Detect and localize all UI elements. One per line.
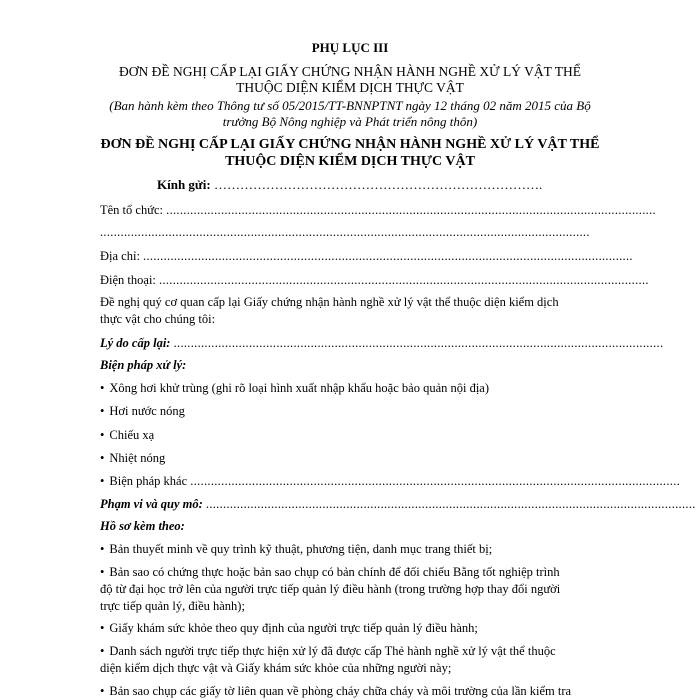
attachment-item-3-text: • Giấy khám sức khỏe theo quy định của người trực tiếp quản lý điều hành; — [100, 620, 625, 637]
title-line-2: THUỘC DIỆN KIỂM DỊCH THỰC VẬT — [236, 80, 464, 95]
attachment-item-4 — [100, 643, 625, 677]
attachment-item-1-text: • Bản thuyết minh về quy trình kỹ thuật, phương tiện, danh mục trang thiết bị; — [100, 541, 625, 558]
form-title-line-1: ĐƠN ĐỀ NGHỊ CẤP LẠI GIẤY CHỨNG NHẬN HÀNH NGHỀ XỬ LÝ VẬT THỂ — [100, 137, 600, 152]
document-title — [100, 64, 600, 96]
attachment-item-2-line-2: độ từ đại học trở lên của người trực tiếp quản lý điều hành (trong trường hợp thay đổi người — [100, 582, 561, 596]
organization-name-line — [100, 202, 656, 218]
attachments-heading-label: Hồ sơ kèm theo: — [100, 519, 185, 533]
appendix-heading: PHỤ LỤC III — [311, 40, 389, 55]
phone-line — [100, 272, 649, 288]
treatment-other-dots: ............................................................................................................................................... — [190, 474, 681, 488]
attachment-item-1 — [100, 541, 625, 558]
form-title-line-2: THUỘC DIỆN KIỂM DỊCH THỰC VẬT — [225, 154, 475, 169]
address-line — [100, 248, 633, 264]
recipient-label: Kính gửi: — [157, 177, 211, 192]
attachments-heading — [100, 518, 580, 534]
treatment-item-other — [100, 473, 681, 489]
organization-name-continuation — [100, 224, 590, 240]
organization-name-label: Tên tổ chức: — [100, 203, 164, 217]
reason-label: Lý do cấp lại: — [100, 336, 171, 350]
attachment-item-5 — [100, 683, 625, 700]
attachment-item-2-line-1: • Bản sao có chứng thực hoặc bản sao chụp có bản chính để đối chiếu Bằng tốt nghiệp trình — [100, 564, 625, 581]
request-line-1: Đề nghị quý cơ quan cấp lại Giấy chứng nhận hành nghề xử lý vật thể thuộc diện kiểm dịch — [100, 295, 559, 309]
note-line-1: (Ban hành kèm theo Thông tư số 05/2015/TT-BNNPTNT ngày 12 tháng 02 năm 2015 của Bộ — [109, 98, 591, 113]
attachment-item-2 — [100, 564, 625, 615]
organization-name-dots: ............................................................................................................................................... — [166, 203, 656, 217]
continuation-dots: ............................................................................................................................................... — [100, 225, 590, 239]
request-line-2: thực vật cho chúng tôi: — [100, 312, 216, 326]
form-title — [100, 136, 600, 170]
treatment-other-label: • Biện pháp khác — [100, 474, 187, 488]
scope-dots: ............................................................................................................................................... — [205, 497, 696, 511]
request-paragraph — [100, 294, 625, 328]
note-line-2: trưởng Bộ Nông nghiệp và Phát triển nông thôn) — [222, 114, 478, 129]
scope-line — [100, 496, 696, 512]
attachment-item-4-line-2: diện kiểm dịch thực vật và Giấy khám sức khỏe của những người này; — [100, 661, 452, 675]
phone-label: Điện thoại: — [100, 273, 156, 287]
recipient-line — [157, 177, 587, 193]
reason-line — [100, 335, 664, 351]
treatment-item-fumigation: • Xông hơi khử trùng (ghi rõ loại hình xuất nhập khẩu hoặc bảo quản nội địa) — [100, 380, 580, 396]
treatment-heading — [100, 357, 580, 373]
reason-dots: ............................................................................................................................................... — [173, 336, 664, 350]
attachment-item-2-line-3: trực tiếp quản lý, điều hành); — [100, 599, 245, 613]
issuance-note — [100, 98, 600, 130]
phone-dots: ............................................................................................................................................... — [159, 273, 649, 287]
treatment-item-heat: • Nhiệt nóng — [100, 450, 580, 466]
attachment-item-4-line-1: • Danh sách người trực tiếp thực hiện xử lý đã được cấp Thẻ hành nghề xử lý vật thể thuộc — [100, 643, 625, 660]
address-label: Địa chỉ: — [100, 249, 140, 263]
address-dots: ............................................................................................................................................... — [143, 249, 633, 263]
treatment-item-steam: • Hơi nước nóng — [100, 403, 580, 419]
recipient-dots: …………………………………………………………………. — [213, 177, 543, 192]
scope-label: Phạm vi và quy mô: — [100, 497, 203, 511]
treatment-item-irradiation: • Chiếu xạ — [100, 427, 580, 443]
attachment-item-5-line-1: • Bản sao chụp các giấy tờ liên quan về phòng cháy chữa cháy và môi trường của lần kiểm tra — [100, 683, 625, 700]
treatment-heading-label: Biện pháp xử lý: — [100, 358, 187, 372]
attachment-item-3 — [100, 620, 625, 637]
title-line-1: ĐƠN ĐỀ NGHỊ CẤP LẠI GIẤY CHỨNG NHẬN HÀNH NGHỀ XỬ LÝ VẬT THỂ — [118, 64, 582, 79]
